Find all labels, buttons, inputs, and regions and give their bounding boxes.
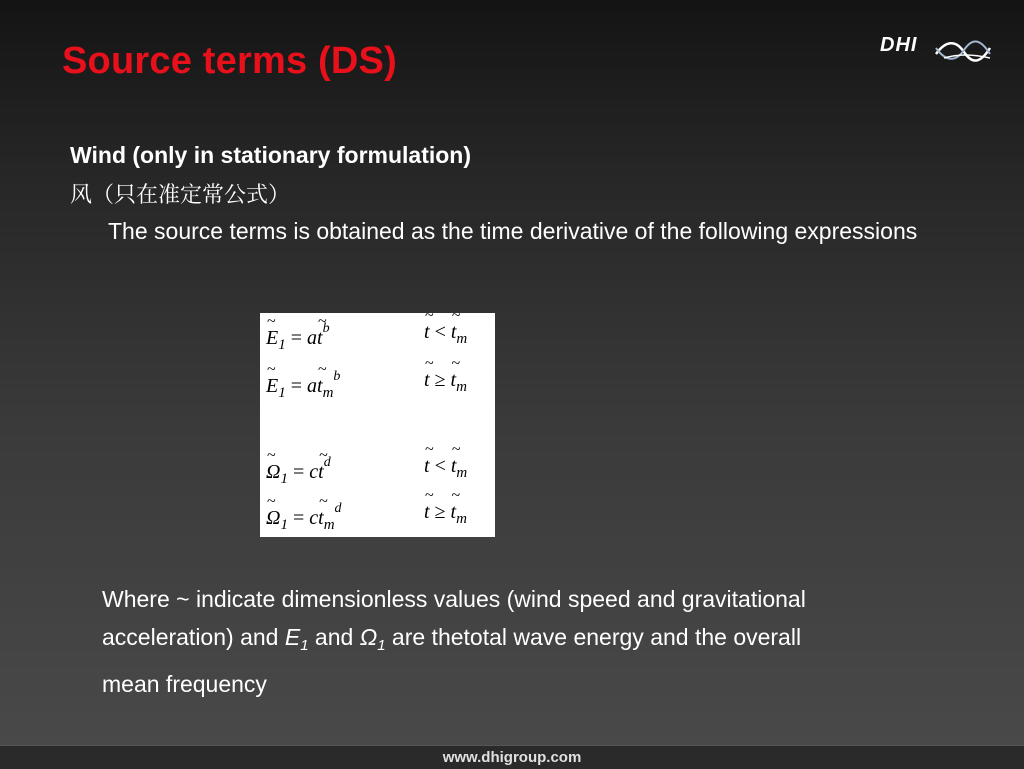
where-part1: Where ~ indicate dimensionless values (wind speed and gravitational acceleration) and: [102, 586, 806, 650]
formula-lhs-symbol: ~ Ω: [266, 507, 280, 530]
equals-sign: =: [290, 375, 302, 397]
footer-url[interactable]: www.dhigroup.com: [442, 749, 582, 766]
cond-op: ≥: [434, 369, 446, 391]
cond-op: ≥: [434, 501, 446, 523]
energy-symbol: E: [284, 624, 301, 650]
formula-var: ~ t: [318, 461, 324, 484]
dhi-logo: [880, 34, 992, 68]
where-paragraph: [102, 580, 862, 703]
cond-var: ~ t: [424, 369, 430, 392]
formula-lhs-sub: 1: [278, 385, 286, 401]
formula-lhs-symbol: ~ E: [266, 327, 278, 350]
formula-lhs-symbol: ~ Ω: [266, 461, 280, 484]
cond-sub: m: [456, 511, 467, 527]
cond-rhs: ~ t: [451, 369, 457, 392]
formula-coef: c: [309, 507, 319, 529]
formula-coef: c: [309, 461, 319, 483]
cond-rhs: ~ t: [451, 501, 457, 524]
formula-box: [260, 313, 495, 537]
formula-exponent: d: [323, 455, 331, 470]
formula-coef: a: [307, 327, 317, 349]
energy-sub: 1: [300, 637, 309, 654]
formula-var-sub: m: [323, 517, 335, 533]
formula-var: ~ t: [318, 507, 324, 530]
section-heading: Wind (only in stationary formulation): [70, 142, 472, 168]
formula-var: ~ t: [317, 375, 323, 398]
cond-sub: m: [456, 331, 468, 347]
frequency-symbol: Ω: [359, 624, 378, 650]
cond-rhs: ~ t: [451, 321, 457, 344]
cond-var: ~ t: [424, 501, 430, 524]
cond-var: ~ t: [424, 321, 430, 344]
formula-lhs-sub: 1: [280, 517, 288, 533]
formula-exponent: d: [334, 501, 342, 516]
cond-rhs: ~ t: [451, 455, 457, 478]
formula-exponent: b: [322, 321, 330, 336]
cond-sub: m: [456, 465, 468, 481]
formula-lhs-sub: 1: [280, 471, 288, 487]
wave-icon: [934, 36, 992, 66]
formula-lhs-sub: 1: [278, 337, 286, 353]
formula-exponent: b: [333, 369, 341, 384]
formula-var: ~ t: [317, 327, 323, 350]
equals-sign: =: [292, 507, 305, 529]
slide-title: Source terms (DS): [62, 40, 397, 82]
cond-op: <: [434, 455, 446, 477]
chinese-heading: 风（只在准定常公式）: [70, 183, 291, 208]
formula-var-sub: m: [322, 385, 334, 401]
where-and: and: [308, 624, 360, 650]
logo-text: DHI: [880, 34, 918, 56]
body-text: The source terms is obtained as the time derivative of the following expressions: [108, 218, 918, 244]
cond-var: ~ t: [424, 455, 430, 478]
cond-sub: m: [456, 379, 467, 395]
formula-coef: a: [307, 375, 317, 397]
equals-sign: =: [290, 327, 302, 349]
frequency-sub: 1: [377, 637, 386, 654]
formula-lhs-symbol: ~ E: [266, 375, 278, 398]
footer-bar: [0, 745, 1024, 769]
equals-sign: =: [292, 461, 305, 483]
cond-op: <: [434, 321, 446, 343]
where-part2: are thetotal wave energy and the overall mean frequency: [102, 624, 802, 697]
